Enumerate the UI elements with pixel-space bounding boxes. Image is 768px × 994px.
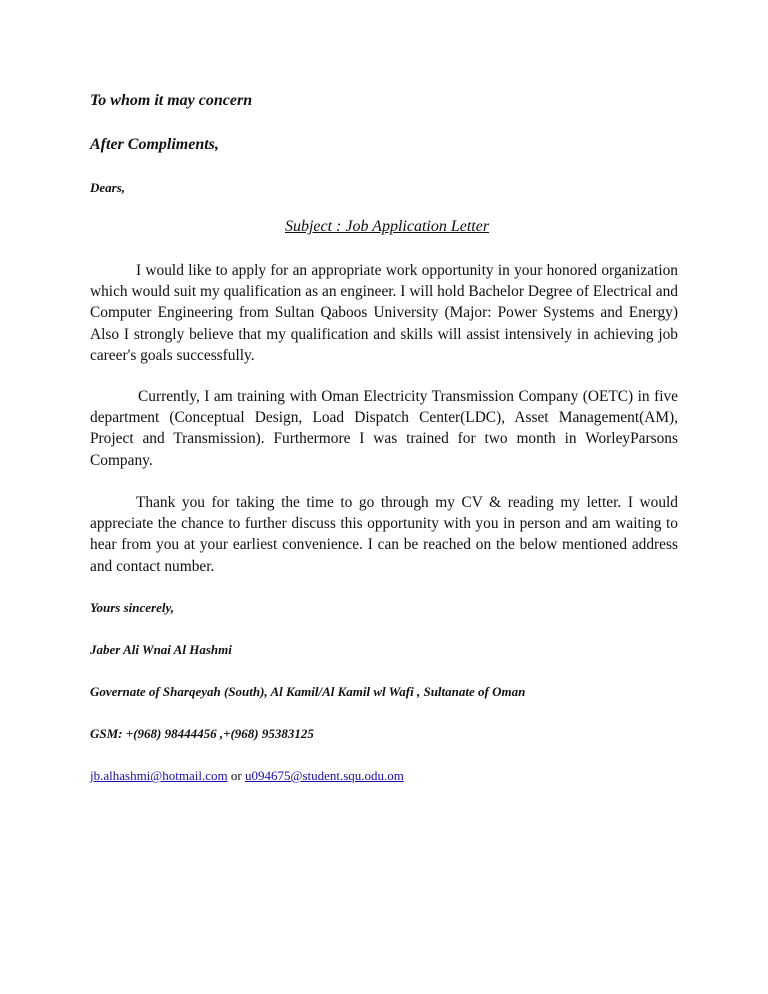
- greeting: To whom it may concern: [90, 92, 253, 109]
- signatory-name: Jaber Ali Wnai Al Hashmi: [90, 642, 232, 657]
- subject-line: Subject : Job Application Letter: [284, 218, 490, 235]
- email-link-secondary[interactable]: u094675@student.squ.odu.om: [244, 768, 404, 783]
- address: Governate of Sharqeyah (South), Al Kamil/Al Kamil wl Wafi , Sultanate of Oman: [90, 684, 526, 699]
- paragraph-training: Currently, I am training with Oman Electricity Transmission Company (OETC) in five department (Conceptual Design, Load Dispatch Center(LDC), Asset Management(AM), Project and Transmission). Furthermore I was trained for two month in WorleyParsons Company.: [90, 388, 678, 469]
- paragraph-application: I would like to apply for an appropriate work opportunity in your honored organization which would suit my qualification as an engineer. I will hold Bachelor Degree of Electrical and Computer Engineering from Sultan Qaboos University (Major: Power Systems and Energy) Also I strongly believe that my qualification and skills will assist intensively in achieving job career's goals successfully.: [90, 262, 678, 364]
- email-line: [90, 768, 404, 784]
- compliments: After Compliments,: [90, 136, 219, 153]
- closing: Yours sincerely,: [90, 600, 175, 615]
- email-link-primary[interactable]: jb.alhashmi@hotmail.com: [90, 768, 228, 783]
- paragraph-thanks: Thank you for taking the time to go through my CV & reading my letter. I would appreciate the chance to further discuss this opportunity with you in person and am waiting to hear from you at your earliest convenience. I can be reached on the below mentioned address and contact number.: [90, 494, 678, 575]
- phone-numbers: GSM: +(968) 98444456 ,+(968) 95383125: [90, 726, 314, 741]
- salutation: Dears,: [90, 180, 126, 195]
- email-separator: or: [227, 768, 245, 783]
